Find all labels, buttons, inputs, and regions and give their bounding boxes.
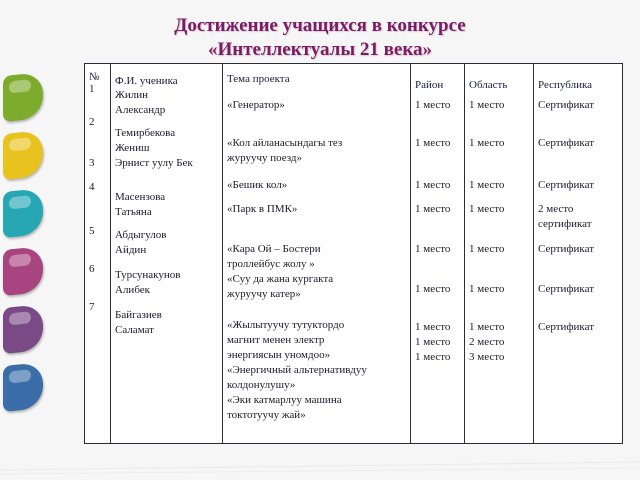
row-1-topic-line: «Генератор»: [227, 99, 285, 111]
row-2-district: [415, 136, 462, 151]
row-2-topic: [227, 136, 408, 166]
row-4-district: [415, 202, 462, 217]
row-5-republic: [538, 242, 620, 257]
row-3-district: [415, 178, 462, 193]
row-6-num: 6: [89, 263, 95, 275]
row-4-topic-line: «Парк в ПМК»: [227, 203, 298, 215]
row-3-region-line: 1 место: [469, 179, 505, 191]
row-2-district-line: 1 место: [415, 137, 451, 149]
column-name: [111, 64, 223, 444]
row-5-topic: [227, 242, 408, 272]
row-1-district-line: 1 место: [415, 99, 451, 111]
row-7-topic-line: магнит менен электр: [227, 334, 325, 346]
row-3-topic-line: «Бешик кол»: [227, 179, 288, 191]
row-2-republic: [538, 136, 620, 151]
row-1-republic: [538, 98, 620, 113]
row-7-region-line: 3 место: [469, 351, 505, 363]
row-5-name-line: Абдыгулов: [115, 229, 167, 241]
row-1-region: [469, 98, 531, 113]
row-7-name: [115, 308, 220, 338]
row-6-region-line: 1 место: [469, 283, 505, 295]
header-num: №: [89, 71, 100, 83]
row-1-region-line: 1 место: [469, 99, 505, 111]
row-2-region: [469, 136, 531, 151]
row-5-region-line: 1 место: [469, 243, 505, 255]
row-7-republic: [538, 320, 620, 335]
row-7-topic-line: токтотуучу жай»: [227, 409, 306, 421]
row-1-republic-line: Сертификат: [538, 99, 594, 111]
row-4-republic-line: сертификат: [538, 218, 592, 230]
achievements-table: [84, 63, 623, 444]
row-4-district-line: 1 место: [415, 203, 451, 215]
row-5-district-line: 1 место: [415, 243, 451, 255]
row-7-region: [469, 320, 531, 365]
row-7-name-line: Саламат: [115, 324, 154, 336]
column-region: [465, 64, 534, 444]
row-7-republic-line: Сертификат: [538, 321, 594, 333]
row-2-name-line: Темирбекова: [115, 127, 176, 139]
row-5-name-line: Айдин: [115, 244, 147, 256]
row-7-topic-line: «Эки катмарлуу машина: [227, 394, 342, 406]
row-5-republic-line: Сертификат: [538, 243, 594, 255]
row-4-region: [469, 202, 531, 217]
row-4-name-line: Масензова: [115, 191, 166, 203]
row-5-num: 5: [89, 225, 95, 237]
row-7-topic-line: колдонулушу»: [227, 379, 296, 391]
row-3-name-line: Эрнист уулу Бек: [115, 157, 193, 169]
row-7-district-line: 1 место: [415, 351, 451, 363]
row-3-region: [469, 178, 531, 193]
row-7-topic-line: энергиясын уномдоо»: [227, 349, 331, 361]
column-republic: [534, 64, 623, 444]
row-5-district: [415, 242, 462, 257]
row-1-name-line: Жилин: [115, 89, 149, 101]
row-7-region-line: 1 место: [469, 321, 505, 333]
row-3-district-line: 1 место: [415, 179, 451, 191]
row-2-name-line: Жениш: [115, 142, 150, 154]
row-3-name: [115, 156, 220, 171]
row-7-region-line: 2 место: [469, 336, 505, 348]
header-region: Область: [469, 79, 508, 91]
row-4-name: [115, 190, 220, 220]
row-5-topic-line: «Кара Ой – Бостери: [227, 243, 321, 255]
row-6-name-line: Алибек: [115, 284, 150, 296]
column-topic: [223, 64, 411, 444]
row-4-republic: [538, 202, 620, 232]
row-5-region: [469, 242, 531, 257]
row-3-topic: [227, 178, 408, 193]
column-number: [85, 64, 111, 444]
header-topic: Тема проекта: [227, 73, 290, 85]
row-2-republic-line: Сертификат: [538, 137, 594, 149]
header-district: Район: [415, 79, 444, 91]
row-4-region-line: 1 место: [469, 203, 505, 215]
tab-decoration-purple: [3, 304, 43, 354]
row-4-topic: [227, 202, 408, 217]
page-title: [0, 14, 640, 62]
tab-decoration-teal: [3, 188, 43, 238]
row-7-topic-line: «Энергичный альтернативдуу: [227, 364, 367, 376]
row-6-republic-line: Сертификат: [538, 283, 594, 295]
row-1-topic: [227, 98, 408, 113]
row-6-district: [415, 282, 462, 297]
row-6-name: [115, 268, 220, 298]
row-7-district-line: 1 место: [415, 321, 451, 333]
tab-decoration-blue: [3, 362, 43, 412]
row-5-topic-line: троллейбус жолу »: [227, 258, 315, 270]
row-3-num: 3: [89, 157, 95, 169]
row-6-topic: [227, 272, 408, 302]
row-6-republic: [538, 282, 620, 297]
title-line-1: Достижение учащихся в конкурсе: [174, 15, 466, 36]
row-7-topic: [227, 318, 408, 423]
row-6-district-line: 1 место: [415, 283, 451, 295]
row-6-topic-line: «Суу да жана кургакта: [227, 273, 334, 285]
row-3-republic-line: Сертификат: [538, 179, 594, 191]
row-6-topic-line: журуучу катер»: [227, 288, 301, 300]
row-2-name: [115, 126, 220, 156]
column-district: [411, 64, 465, 444]
row-1-name: [115, 88, 220, 118]
row-7-num: 7: [89, 301, 95, 313]
header-name: Ф.И. ученика: [115, 75, 178, 87]
row-4-name-line: Татьяна: [115, 206, 152, 218]
tab-decoration-yellow: [3, 130, 43, 180]
row-1-district: [415, 98, 462, 113]
row-4-num: 4: [89, 181, 95, 193]
row-2-topic-line: «Кол айланасындагы тез: [227, 137, 343, 149]
row-1-num: 1: [89, 83, 95, 95]
row-7-district: [415, 320, 462, 365]
row-2-num: 2: [89, 116, 95, 128]
row-4-republic-line: 2 место: [538, 203, 574, 215]
tab-decoration-magenta: [3, 246, 43, 296]
row-6-region: [469, 282, 531, 297]
tab-decoration-green: [3, 72, 43, 122]
row-2-region-line: 1 место: [469, 137, 505, 149]
row-7-topic-line: «Жылытуучу тутуктордо: [227, 319, 345, 331]
title-line-2: «Интеллектуалы 21 века»: [207, 39, 433, 60]
row-3-republic: [538, 178, 620, 193]
row-7-name-line: Байгазиев: [115, 309, 162, 321]
row-1-name-line: Александр: [115, 104, 166, 116]
row-2-topic-line: журуучу поезд»: [227, 152, 303, 164]
row-6-name-line: Турсунакунов: [115, 269, 181, 281]
row-5-name: [115, 228, 220, 258]
row-7-district-line: 1 место: [415, 336, 451, 348]
header-republic: Республика: [538, 79, 593, 91]
